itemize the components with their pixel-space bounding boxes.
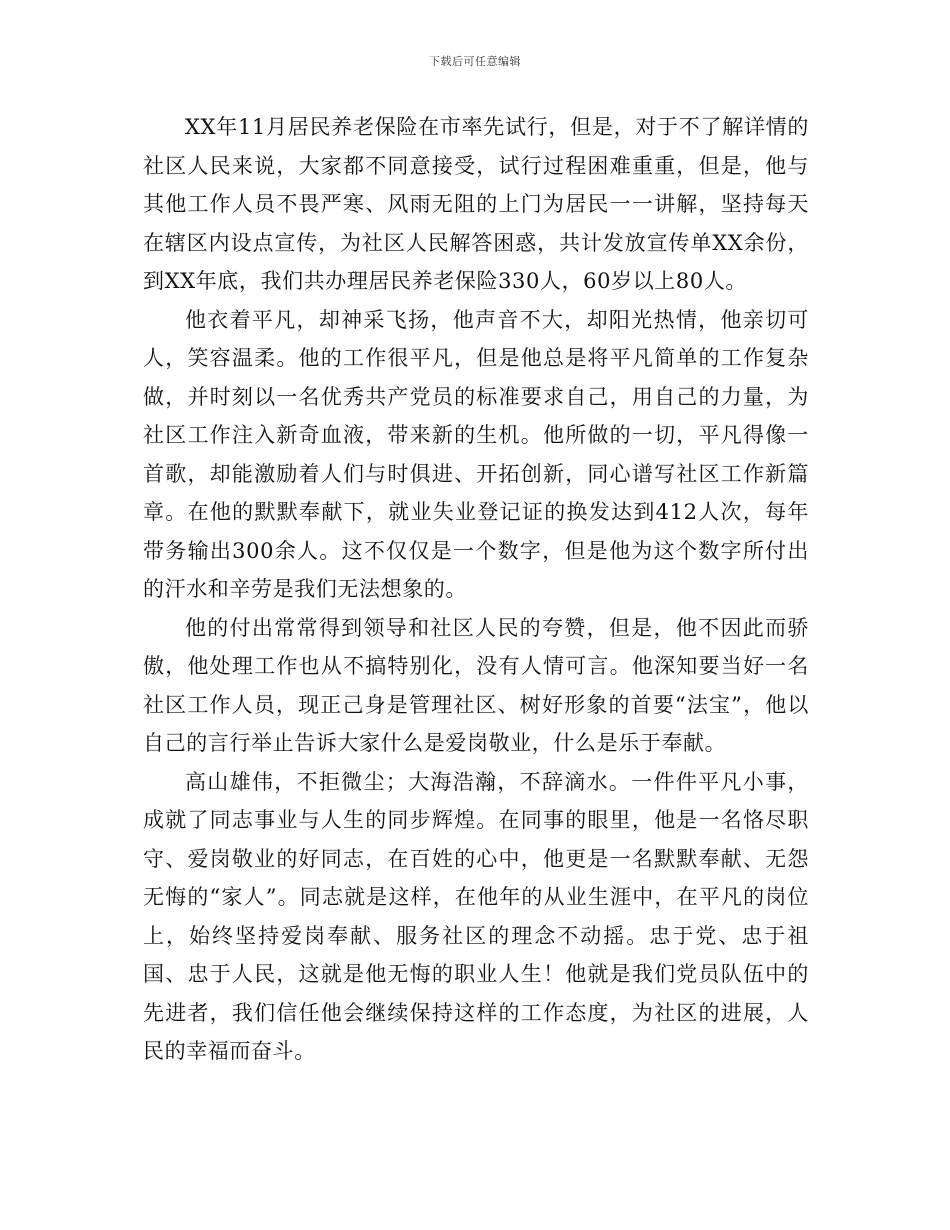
paragraph-3: 他的付出常常得到领导和社区人民的夸赞，但是，他不因此而骄傲，他处理工作也从不搞特别化，没有人情可言。他深知要当好一名社区工作人员，现正己身是管理社区、树好形象的首要“法宝”，他以自己的言行举止告诉大家什么是爱岗敬业，什么是乐于奉献。 [143, 615, 809, 755]
paragraph-4: 高山雄伟，不拒微尘；大海浩瀚，不辞滴水。一件件平凡小事，成就了同志事业与人生的同步辉煌。在同事的眼里，他是一名恪尽职守、爱岗敬业的好同志，在百姓的心中，他更是一名默默奉献、无怨无悔的“家人”。同志就是这样，在他年的从业生涯中，在平凡的岗位上，始终坚持爱岗奉献、服务社区的理念不动摇。忠于党、忠于祖国、忠于人民，这就是他无悔的职业人生！他就是我们党员队伍中的先进者，我们信任他会继续保持这样的工作态度，为社区的进展，人民的幸福而奋斗。 [143, 769, 809, 1063]
paragraph-2: 他衣着平凡，却神采飞扬，他声音不大，却阳光热情，他亲切可人，笑容温柔。他的工作很平凡，但是他总是将平凡简单的工作复杂做，并时刻以一名优秀共产党员的标准要求自己，用自己的力量，为社区工作注入新奇血液，带来新的生机。他所做的一切，平凡得像一首歌，却能激励着人们与时俱进、开拓创新，同心谱写社区工作新篇章。在他的默默奉献下，就业失业登记证的换发达到412人次，每年带务输出300余人。这不仅仅是一个数字，但是他为这个数字所付出的汗水和辛劳是我们无法想象的。 [143, 307, 809, 601]
paragraph-1: XX年11月居民养老保险在市率先试行，但是，对于不了解详情的社区人民来说，大家都不同意接受，试行过程困难重重，但是，他与其他工作人员不畏严寒、风雨无阻的上门为居民一一讲解，坚持每天在辖区内设点宣传，为社区人民解答困惑，共计发放宣传单XX余份，到XX年底，我们共办理居民养老保险330人，60岁以上80人。 [143, 115, 809, 293]
page-header: 下载后可任意编辑 [429, 55, 521, 68]
document-body [143, 108, 809, 1071]
